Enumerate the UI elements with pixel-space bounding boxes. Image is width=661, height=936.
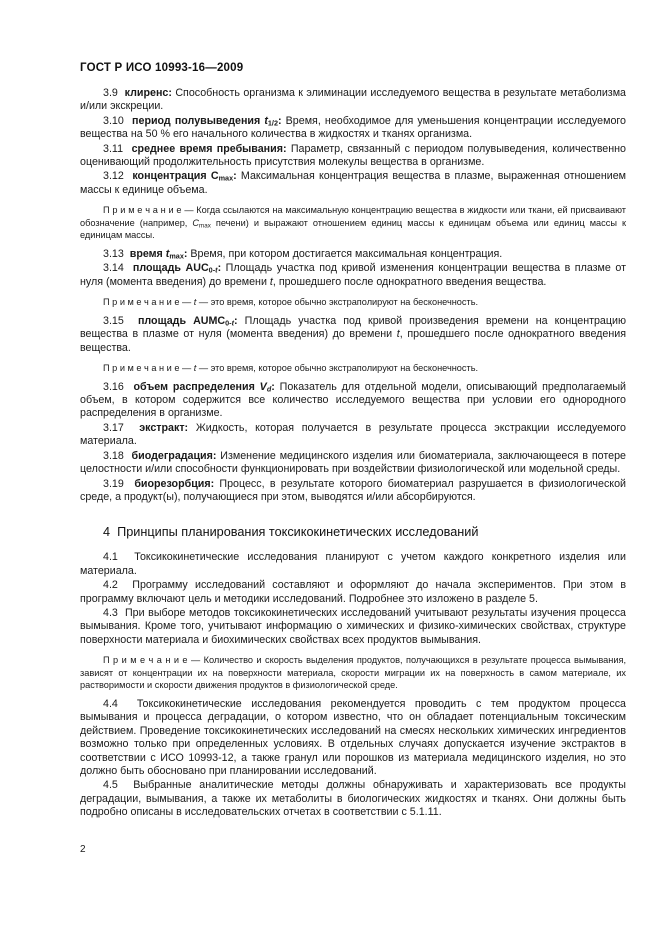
text-segment: t [193, 297, 197, 308]
text-segment: : [217, 262, 222, 275]
text-segment: 3.15 [103, 314, 138, 327]
text-segment: Площадь участка под кривой изменения концентрации вещества в плазме от нуля (момента введения) до времени [80, 262, 626, 288]
text-segment: Площадь участка под кривой произведения времени на концентрацию вещества в плазме от нуля (момента введения) до времени [80, 314, 626, 341]
text-segment: max [199, 222, 211, 230]
text-segment: экстракт: [139, 421, 189, 434]
body-paragraph [80, 315, 626, 355]
body-paragraph [80, 87, 626, 114]
text-segment: 3.13 [103, 248, 130, 261]
text-segment: 4.5 Выбранные аналитические методы должны обнаруживать и характеризовать все продукты деградации, вымывания, а также их метаболиты в биологических жидкостях и тканях. Они должны быть подробно описаны в исследовательских отчетах в соответствии с 5.1.11. [80, 779, 626, 819]
text-segment: 4.1 Токсикокинетические исследования планируют с учетом каждого конкретного изделия или материала. [80, 551, 626, 577]
text-segment: 3.17 [103, 421, 140, 434]
body-paragraph [80, 478, 626, 505]
text-segment: биорезорбция: [134, 477, 215, 490]
text-segment: 4.3 При выборе методов токсикокинетических исследований учитывают результаты изучения процесса вымывания. Кроме того, учитывают информацию о химических и физико-химических свойствах, структуре поверхности материала и биохимических свойствах всех продуктов вымывания. [80, 606, 626, 646]
text-segment: max [169, 251, 184, 261]
text-segment: Параметр, связанный с периодом полувыведения, количественно оценивающий продолжительность присутствия молекулы вещества в организме. [80, 142, 627, 169]
standard-code: ГОСТ Р ИСО 10993-16—2009 [80, 62, 244, 74]
text-segment: Время, при котором достигается максимальная концентрация. [187, 248, 503, 261]
text-segment: t [264, 114, 268, 127]
text-segment: Процесс, в результате которого биоматериал разрушается в физиологической среде, а продукт(ы), получающиеся при этом, выводятся и/или абсорбируются. [80, 477, 626, 503]
document-header [80, 62, 626, 74]
body-paragraph [80, 115, 626, 142]
page-number: 2 [80, 844, 86, 855]
document-content [80, 86, 626, 821]
body-paragraph [80, 262, 626, 289]
text-segment: : [183, 248, 188, 261]
body-paragraph [80, 607, 626, 647]
note-paragraph [80, 654, 626, 692]
text-segment: 0- [208, 266, 216, 276]
text-segment: П р и м е ч а н и е — [103, 363, 194, 374]
text-segment: — это время, которое обычно экстраполируют на бесконечность. [196, 363, 479, 374]
text-segment: , прошедшего после однократного введения вещества. [80, 328, 627, 354]
text-segment: 4 Принципы планирования токсикокинетических исследований [103, 525, 479, 540]
text-segment: П р и м е ч а н и е — [103, 297, 194, 308]
text-segment: C [192, 217, 200, 228]
text-segment: 3.12 [103, 170, 133, 183]
text-segment: клиренс: [124, 87, 172, 99]
text-segment: 3.11 [103, 142, 132, 155]
text-segment: Изменение медицинского изделия или биоматериала, заключающееся в потере целостности и/или способности функционировать при воздействии физиологической или модельной среды. [80, 449, 626, 476]
text-segment: 3.9 [103, 87, 125, 99]
text-segment: площадь AUMC [137, 314, 226, 327]
text-segment: , прошедшего после однократного введения вещества. [272, 275, 547, 288]
text-segment: период полувыведения [132, 114, 265, 127]
text-segment: Максимальная концентрация вещества в плазме, выраженная отношением массы к единице объема. [80, 170, 626, 196]
text-segment: 3.10 [103, 114, 133, 127]
text-segment: площадь AUC [132, 262, 209, 275]
text-segment: : [271, 380, 275, 393]
text-segment: биодеградация: [131, 449, 217, 462]
body-paragraph [80, 143, 626, 170]
body-paragraph [80, 579, 626, 606]
text-segment: V [259, 380, 267, 393]
text-segment: Жидкость, которая получается в результате процесса экстракции исследуемого материала. [80, 421, 626, 448]
note-paragraph [80, 362, 626, 375]
text-segment: max [218, 174, 234, 184]
text-segment: П р и м е ч а н и е — Количество и скорость выделения продуктов, получающихся в результате процесса вымывания, зависят от концентрации их на поверхности материала, скорости миграции их на поверхность в самом материале, их растворимости и скорости движения продуктов в физиологической среде. [80, 655, 626, 691]
section-heading [80, 525, 626, 540]
text-segment: концентрация C [132, 170, 219, 183]
text-segment: 3.19 [103, 477, 135, 490]
text-segment: — это время, которое обычно экстраполируют на бесконечность. [196, 297, 479, 308]
text-segment: 3.18 [103, 449, 132, 462]
body-paragraph [80, 698, 626, 778]
text-segment: печени) и выражают отношением единиц массы к единицам объема или единиц массы к единицам массы. [80, 217, 627, 241]
text-segment: t [193, 363, 197, 374]
text-segment: 1/2 [267, 118, 278, 128]
text-segment: : [278, 114, 282, 127]
text-segment: 3.16 [103, 380, 134, 393]
text-segment: объем распределения [133, 380, 260, 393]
text-segment: Способность организма к элиминации исследуемого вещества в результате метаболизма и/или экскреции. [80, 87, 626, 113]
body-paragraph [80, 422, 626, 449]
text-segment: Показатель для отдельной модели, описывающий предполагаемый объем, в котором содержится все количество исследуемого вещества при условии его однородного распределения в организме. [80, 380, 627, 420]
text-segment: 3.14 [103, 262, 133, 275]
text-segment: : [234, 314, 238, 327]
note-paragraph [80, 204, 626, 242]
text-segment: t [165, 248, 170, 261]
text-segment: время [129, 248, 166, 261]
text-segment: t [269, 275, 273, 288]
text-segment: 0- [225, 318, 232, 328]
body-paragraph [80, 248, 626, 261]
body-paragraph [80, 779, 626, 819]
text-segment: Время, необходимое для уменьшения концентрации исследуемого вещества на 50 % его начального количества в жидкостях и тканях организма. [80, 114, 626, 141]
text-segment: : [233, 170, 237, 183]
note-paragraph [80, 296, 626, 309]
text-segment: 4.4 Токсикокинетические исследования рекомендуется проводить с тем продуктом процесса вымывания и процесса деградации, о котором известно, что он обладает потенциальным токсическим действием. Проведение токсикокинетических исследований на смесях нескольких химических ингредиентов возможно только при определенных условиях. В отдельных случаях допускается изучение экстрактов в соответствии с ИСО 10993-12, а также гранул или порошков из материала медицинского изделия, но это должно быть обосновано при планировании исследований. [80, 697, 626, 777]
text-segment: t [215, 266, 218, 276]
body-paragraph [80, 381, 626, 421]
text-segment: среднее время пребывания: [131, 142, 287, 155]
text-segment: П р и м е ч а н и е — Когда ссылаются на максимальную концентрацию вещества в жидкости или ткани, ей присваивают обозначение (например, [80, 205, 626, 228]
body-paragraph [80, 450, 626, 477]
text-segment: t [396, 328, 400, 341]
text-segment: d [266, 384, 272, 394]
text-segment: t [231, 318, 235, 328]
text-segment: 4.2 Программу исследований составляют и оформляют до начала экспериментов. При этом в программу включают цель и методики исследований. Подробнее это изложено в разделе 5. [80, 579, 626, 605]
body-paragraph [80, 551, 626, 578]
body-paragraph [80, 170, 626, 197]
